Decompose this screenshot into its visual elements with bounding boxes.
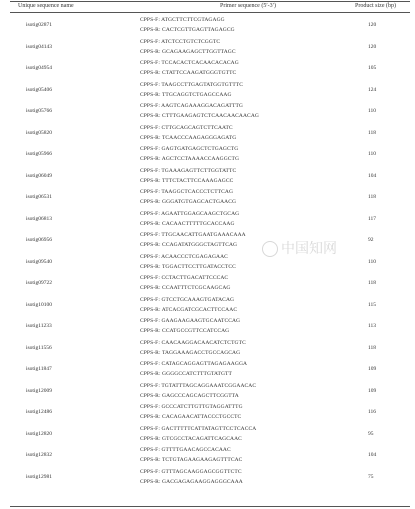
product-size-cell: 109: [368, 387, 377, 394]
table-row: [0, 295, 415, 317]
forward-primer-cell: CPPS-F: TCCACACTCACAACACACAG: [140, 60, 239, 66]
primer-table-body: [0, 15, 415, 488]
product-size-cell: 110: [368, 151, 377, 157]
forward-primer-cell: CPPS-F: GAAGAAGAAGTGCAATCCAG: [140, 318, 241, 324]
product-size-cell: 104: [368, 452, 377, 458]
header-product-size: Product size (bp): [355, 3, 396, 9]
product-size-cell: 109: [368, 366, 377, 372]
product-size-cell: 95: [368, 430, 374, 437]
forward-primer-cell: CPPS-F: AAGTCAGAAAGGACAGATTTG: [140, 103, 243, 109]
forward-primer-cell: CPPS-F: CCTACTTGACATTCCCAC: [140, 275, 229, 281]
reverse-primer-cell: CPPS-R: TAGGAAAGACCTGCCAGCAG: [140, 349, 241, 356]
table-row: [0, 144, 415, 166]
gene-name-cell: isotig06813: [26, 215, 52, 222]
gene-name-cell: isotig05820: [26, 129, 52, 136]
gene-name-cell: isotig05966: [26, 151, 52, 157]
forward-primer-cell: CPPS-F: GCCCATCTTGTTGTAGGATTTG: [140, 404, 243, 410]
gene-name-cell: isotig05766: [26, 108, 52, 114]
gene-name-cell: isotig04954: [26, 65, 52, 71]
gene-name-cell: isotig10100: [26, 301, 52, 308]
forward-primer-cell: CPPS-F: GTCCTGCAAAGTGATACAG: [140, 296, 235, 303]
forward-primer-cell: CPPS-F: CATAGCAGGAGTTAGAGAAGGA: [140, 361, 248, 367]
table-row: [0, 316, 415, 338]
reverse-primer-cell: CPPS-R: CCAATTTCTCGCAAGCAG: [140, 285, 231, 291]
forward-primer-cell: CPPS-F: ATCTCCTGTCTCGGTC: [140, 38, 221, 45]
gene-name-cell: isotig11847: [26, 366, 52, 372]
product-size-cell: 113: [368, 323, 377, 329]
product-size-cell: 118: [368, 194, 377, 200]
reverse-primer-cell: CPPS-R: CTATTCCAAGATGGGTGTTC: [140, 70, 237, 76]
product-size-cell: 118: [368, 344, 377, 351]
gene-name-cell: isotig12981: [26, 473, 52, 480]
table-bottom-rule: [10, 506, 410, 507]
reverse-primer-cell: CPPS-R: GACGAGAGAAGGAGGGCAAA: [140, 478, 243, 485]
product-size-cell: 104: [368, 172, 377, 179]
product-size-cell: 75: [368, 473, 374, 480]
forward-primer-cell: CPPS-F: GTTTTGAACAGCCACAAC: [140, 447, 231, 453]
table-row: [0, 338, 415, 360]
gene-name-cell: isotig12486: [26, 409, 52, 415]
reverse-primer-cell: CPPS-R: CACAGAACATTACCCTGCCTC: [140, 414, 242, 420]
table-row: [0, 424, 415, 446]
reverse-primer-cell: CPPS-R: CACAACTTTTTGCACCAAG: [140, 220, 235, 227]
table-row: [0, 58, 415, 80]
gene-name-cell: isotig06956: [26, 237, 52, 243]
table-row: [0, 402, 415, 424]
gene-name-cell: isotig02871: [26, 22, 52, 28]
gene-name-cell: isotig06531: [26, 194, 52, 200]
forward-primer-cell: CPPS-F: ACAACCCTCGAGAGAAC: [140, 253, 228, 260]
reverse-primer-cell: CPPS-R: GAGCCCAGCAGCTTCGGTTA: [140, 392, 239, 399]
reverse-primer-cell: CPPS-R: GTCGCCTACAGATTCAGCAAC: [140, 435, 242, 442]
gene-name-cell: isotig12009: [26, 387, 52, 394]
forward-primer-cell: CPPS-F: TGTATTTAGCAGGAAATCGGAACAC: [140, 382, 257, 389]
table-row: [0, 209, 415, 231]
watermark-text: 中国知网: [281, 241, 337, 257]
reverse-primer-cell: CPPS-R: AGCTCCTAAAACCAAGGCTG: [140, 156, 240, 162]
gene-name-cell: isotig06049: [26, 172, 52, 179]
gene-name-cell: isotig11556: [26, 344, 52, 351]
gene-name-cell: isotig09540: [26, 258, 52, 265]
table-row: [0, 467, 415, 489]
header-sequence-name: Unique sequence name: [18, 3, 74, 9]
header-primer-sequence: Primer sequence (5′-3′): [220, 3, 276, 9]
reverse-primer-cell: CPPS-R: TGGACTTCCTTGATACCTCC: [140, 263, 236, 270]
forward-primer-cell: CPPS-F: GAGTGATGAGCTCTGAGCTG: [140, 146, 239, 152]
forward-primer-cell: CPPS-F: ATGCTTCTTCGTAGAGG: [140, 17, 225, 23]
forward-primer-cell: CPPS-F: GTTTAGCAAGGAGCGGTTCTC: [140, 468, 242, 475]
reverse-primer-cell: CPPS-R: CCATGCCGTTCCATCCAG: [140, 328, 230, 334]
reverse-primer-cell: CPPS-R: GCAGAAGAGCTTGGTTAGC: [140, 48, 236, 55]
forward-primer-cell: CPPS-F: AGAATTGGAGCAAGCTGCAG: [140, 210, 240, 217]
table-row: [0, 445, 415, 467]
gene-name-cell: isotig12820: [26, 430, 52, 437]
product-size-cell: 92: [368, 237, 374, 243]
table-row: [0, 273, 415, 295]
table-row: [0, 359, 415, 381]
product-size-cell: 105: [368, 65, 377, 71]
gene-name-cell: isotig11233: [26, 323, 52, 329]
reverse-primer-cell: CPPS-R: GGGATGTGAGCACTGAACG: [140, 199, 237, 205]
table-row: [0, 15, 415, 37]
product-size-cell: 116: [368, 409, 377, 415]
forward-primer-cell: CPPS-F: TGAAAGAGTTCTTGGTATTC: [140, 167, 237, 174]
table-row: [0, 230, 415, 252]
product-size-cell: 120: [368, 22, 377, 28]
table-row: [0, 166, 415, 188]
product-size-cell: 118: [368, 280, 377, 286]
forward-primer-cell: CPPS-F: CAACAAGGACAACATCTCTGTC: [140, 339, 246, 346]
reverse-primer-cell: CPPS-R: TCAACCCAAGAGGGAGATG: [140, 134, 237, 141]
table-row: [0, 381, 415, 403]
product-size-cell: 115: [368, 301, 377, 308]
table-row: [0, 80, 415, 102]
table-row: [0, 252, 415, 274]
reverse-primer-cell: CPPS-R: TCTGTAGAAGAAGAGTTTCAC: [140, 457, 243, 463]
product-size-cell: 124: [368, 86, 377, 93]
forward-primer-cell: CPPS-F: TTGCAACATTGAATGAAACAAA: [140, 232, 246, 238]
forward-primer-cell: CPPS-F: TAAGCCTTGAGTATGGTGTTTC: [140, 81, 244, 88]
table-row: [0, 123, 415, 145]
forward-primer-cell: CPPS-F: CTTGCAGCAGTCTTCAATC: [140, 124, 233, 131]
product-size-cell: 120: [368, 43, 377, 50]
forward-primer-cell: CPPS-F: TAAGGCTCACCCTCTTCAG: [140, 189, 234, 195]
table-row: [0, 37, 415, 59]
gene-name-cell: isotig12832: [26, 452, 52, 458]
reverse-primer-cell: CPPS-R: GGGGCCATCTTTGTATGTT: [140, 371, 232, 377]
reverse-primer-cell: CPPS-R: TTTCTACTTCCAAAGAGCC: [140, 177, 234, 184]
reverse-primer-cell: CPPS-R: TTGCAGGTCTGAGCCAAG: [140, 91, 232, 98]
gene-name-cell: isotig05406: [26, 86, 52, 93]
gene-name-cell: isotig09722: [26, 280, 52, 286]
product-size-cell: 118: [368, 129, 377, 136]
product-size-cell: 110: [368, 258, 377, 265]
reverse-primer-cell: CPPS-R: CCAGATATGGGCTAGTTCAG: [140, 242, 238, 248]
gene-name-cell: isotig04143: [26, 43, 52, 50]
reverse-primer-cell: CPPS-R: CTTTGAAGAGTCTCAACAACAACAG: [140, 113, 259, 119]
table-row: [0, 101, 415, 123]
forward-primer-cell: CPPS-F: GACTTTTTCATTATAGTTCCTCACCA: [140, 425, 257, 432]
reverse-primer-cell: CPPS-R: CACTCGTTGAGTTAGAGCG: [140, 27, 235, 33]
reverse-primer-cell: CPPS-R: ATCACGATCGCACTTCCAAC: [140, 306, 238, 313]
table-row: [0, 187, 415, 209]
product-size-cell: 117: [368, 215, 377, 222]
table-header-rule: [10, 12, 410, 13]
product-size-cell: 110: [368, 108, 377, 114]
